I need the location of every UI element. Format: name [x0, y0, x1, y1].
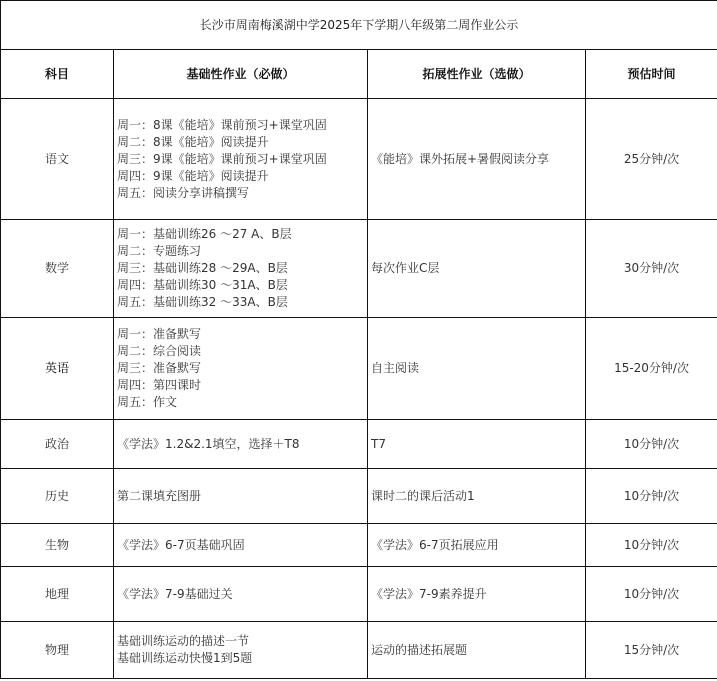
basic-line: 周五：作文	[117, 395, 178, 409]
basic-line: 周四：9课《能培》阅读提升	[117, 168, 269, 183]
basic-line: 周三：准备默写	[117, 361, 202, 375]
basic-line: 《学法》6-7页基础巩固	[117, 537, 245, 552]
basic-line: 周五：阅读分享讲稿撰写	[117, 185, 250, 200]
subject-cell: 生物	[1, 524, 114, 567]
table-row	[1, 469, 717, 524]
extended-cell: 《学法》6-7页拓展应用	[368, 524, 586, 567]
extended-cell: 课时二的课后活动1	[368, 469, 586, 524]
subject-cell: 物理	[1, 622, 114, 679]
header-extended: 拓展性作业（选做）	[368, 50, 586, 99]
basic-line: 周二：8课《能培》阅读提升	[117, 134, 269, 149]
time-cell: 30分钟/次	[586, 220, 717, 318]
time-cell: 25分钟/次	[586, 99, 717, 220]
time-cell: 10分钟/次	[586, 420, 717, 469]
basic-line: 周三：9课《能培》课前预习+课堂巩固	[117, 151, 327, 166]
header-basic: 基础性作业（必做）	[114, 50, 368, 99]
basic-line: 周一：8课《能培》课前预习+课堂巩固	[117, 117, 327, 132]
header-row	[1, 50, 717, 99]
basic-cell	[114, 318, 368, 420]
basic-line: 周一：基础训练26 ～27 A、B层	[117, 227, 292, 241]
basic-line: 周二：综合阅读	[117, 344, 202, 358]
basic-cell	[114, 567, 368, 622]
extended-cell: 每次作业C层	[368, 220, 586, 318]
basic-line: 周四：基础训练30 ～31A、B层	[117, 278, 288, 292]
basic-line: 第二课填充图册	[117, 488, 202, 503]
basic-line: 基础训练运动的描述一节	[117, 634, 250, 648]
table-row	[1, 420, 717, 469]
time-cell: 10分钟/次	[586, 524, 717, 567]
subject-cell: 地理	[1, 567, 114, 622]
table-row	[1, 622, 717, 679]
basic-line: 周三：基础训练28 ～29A、B层	[117, 261, 288, 275]
basic-line: 基础训练运动快慢1到5题	[117, 651, 253, 665]
time-cell: 10分钟/次	[586, 469, 717, 524]
table-row	[1, 318, 717, 420]
header-subject: 科目	[1, 50, 114, 99]
basic-cell	[114, 420, 368, 469]
basic-line: 周二：专题练习	[117, 244, 202, 258]
basic-cell	[114, 622, 368, 679]
basic-line: 周五：基础训练32 ～33A、B层	[117, 295, 288, 309]
subject-cell: 英语	[1, 318, 114, 420]
time-cell: 15分钟/次	[586, 622, 717, 679]
basic-cell	[114, 99, 368, 220]
basic-cell	[114, 524, 368, 567]
basic-cell	[114, 469, 368, 524]
subject-cell: 历史	[1, 469, 114, 524]
extended-cell: T7	[368, 420, 586, 469]
basic-line: 周一：准备默写	[117, 327, 202, 341]
table-row	[1, 99, 717, 220]
basic-line: 周四：第四课时	[117, 378, 202, 392]
extended-cell: 《学法》7-9素养提升	[368, 567, 586, 622]
title-row	[1, 1, 717, 50]
subject-cell: 语文	[1, 99, 114, 220]
time-cell: 10分钟/次	[586, 567, 717, 622]
basic-line: 《学法》1.2&2.1填空，选择＋T8	[117, 436, 300, 451]
basic-cell	[114, 220, 368, 318]
table-row	[1, 567, 717, 622]
table-row	[1, 220, 717, 318]
subject-cell: 数学	[1, 220, 114, 318]
page-title: 长沙市周南梅溪湖中学2025年下学期八年级第二周作业公示	[1, 1, 717, 50]
extended-cell: 自主阅读	[368, 318, 586, 420]
time-cell: 15-20分钟/次	[586, 318, 717, 420]
table-row	[1, 524, 717, 567]
header-time: 预估时间	[586, 50, 717, 99]
subject-cell: 政治	[1, 420, 114, 469]
extended-cell: 运动的描述拓展题	[368, 622, 586, 679]
extended-cell: 《能培》课外拓展+暑假阅读分享	[368, 99, 586, 220]
basic-line: 《学法》7-9基础过关	[117, 586, 233, 601]
